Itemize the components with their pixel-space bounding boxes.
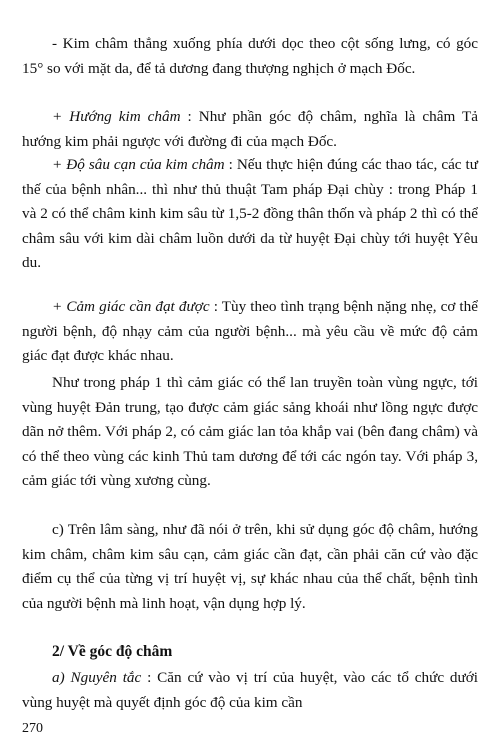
paragraph-cam-giac bbox=[22, 295, 478, 369]
paragraph-lead: + Độ sâu cạn của kim châm bbox=[52, 156, 225, 173]
paragraph-text: - Kim châm thẳng xuống phía dưới dọc theo cột sống lưng, có góc 15° so với mặt da, để tả dương đang thượng nghịch ở mạch Đốc. bbox=[22, 35, 478, 77]
paragraph-text: : Nếu thực hiện đúng các thao tác, các tư thế của bệnh nhân... thì như thủ thuật Tam pháp Đại chùy : trong Pháp 1 và 2 có thể châm kinh kim sâu từ 1,5-2 đồng thân thốn và pháp 2 thì có thể châm sâu với kim dài châm luồn dưới da từ huyệt Đại chùy tới huyệt Yêu du. bbox=[22, 156, 479, 272]
paragraph-kim-cham bbox=[22, 32, 478, 81]
paragraph-text: Như trong pháp 1 thì cảm giác có thể lan truyền toàn vùng ngực, tới vùng huyệt Đản trung, tạo được cảm giác sảng khoái như lồng ngực được dãn nở thêm. Với pháp 2, có cảm giác lan tỏa khắp vai (bên đang châm) và có thể theo vùng các kinh Thủ tam dương để tới các ngón tay. Với pháp 3, cảm giác tới vùng xương cùng. bbox=[22, 374, 478, 490]
paragraph-text: : Như phần góc độ châm, nghĩa là châm Tả hướng kim phải ngược với đường đi của mạch Đốc. bbox=[22, 108, 479, 150]
paragraph-lam-sang bbox=[22, 518, 478, 616]
paragraph-lead: + Hướng kim châm bbox=[52, 108, 181, 125]
paragraph-huong-kim-cham bbox=[22, 105, 478, 154]
paragraph-phap bbox=[22, 371, 478, 494]
paragraph-text: : Tùy theo tình trạng bệnh nặng nhẹ, cơ thể người bệnh, độ nhạy cảm của người bệnh... mà yêu cầu về mức độ cảm giác đạt được khác nhau. bbox=[22, 298, 478, 365]
paragraph-nguyen-tac bbox=[22, 666, 478, 715]
section-heading: 2/ Về góc độ châm bbox=[52, 643, 173, 660]
paragraph-lead: + Cảm giác cần đạt được bbox=[52, 298, 210, 315]
paragraph-text: : Căn cứ vào vị trí của huyệt, vào các tổ chức dưới vùng huyệt mà quyết định góc độ của kim cần bbox=[22, 669, 478, 711]
paragraph-text: c) Trên lâm sàng, như đã nói ở trên, khi sử dụng góc độ châm, hướng kim châm, châm kim sâu cạn, cảm giác cần đạt, cần phải căn cứ vào đặc điểm cụ thể của từng vị trí huyệt vị, sự khác nhau của thể chất, bệnh tình của người bệnh mà linh hoạt, vận dụng hợp lý. bbox=[22, 521, 478, 612]
paragraph-do-sau-can bbox=[22, 153, 478, 276]
page-number: 270 bbox=[22, 721, 43, 736]
paragraph-lead: a) Nguyên tắc bbox=[52, 669, 142, 686]
